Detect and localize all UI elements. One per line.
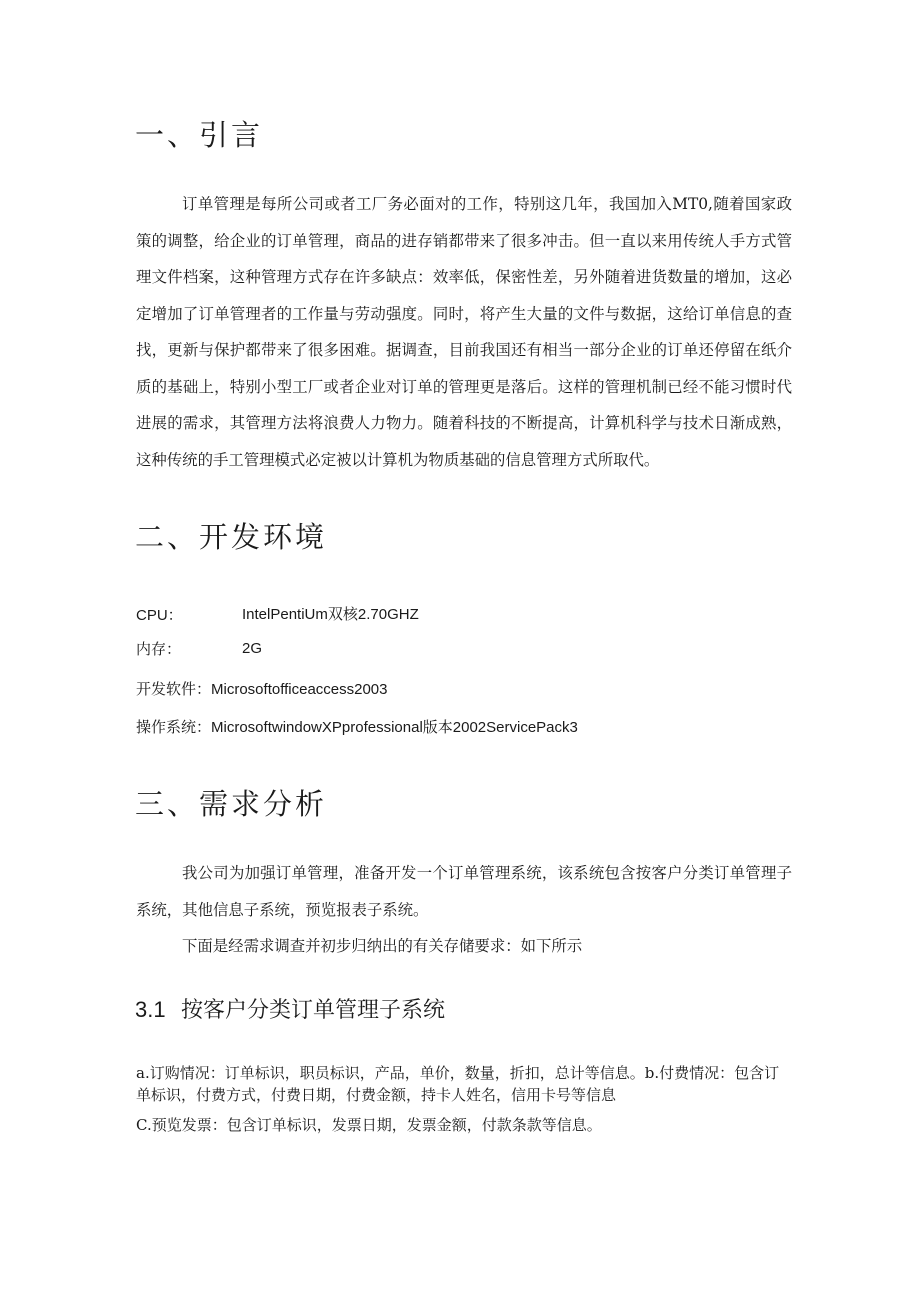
subsection-number: 3.1: [135, 997, 166, 1022]
software-value: Microsoftofficeaccess2003: [211, 681, 388, 698]
memory-value: 2G: [242, 640, 263, 657]
cpu-label: CPU：: [136, 607, 183, 624]
requirements-paragraph-2: 下面是经需求调查并初步归纳出的有关存储要求：如下所示: [182, 937, 583, 955]
env-row-os: [136, 716, 578, 739]
subsection-title: 按客户分类订单管理子系统: [181, 998, 446, 1023]
software-label: 开发软件：: [136, 681, 212, 698]
intro-paragraph: 订单管理是每所公司或者工厂务必面对的工作，特别这几年，我国加入MT0,随着国家政策的调整，给企业的订单管理，商品的进存销都带来了很多冲击。但一直以来用传统人手方式管理文件档案，这种管理方式存在许多缺点：效率低，保密性差，另外随着进货数量的增加，这必定增加了订单管理者的工作量与劳动强度。同时，将产生大量的文件与数据，这给订单信息的查找，更新与保护都带来了很多困难。据调查，目前我国还有相当一部分企业的订单还停留在纸介质的基础上，特别小型工厂或者企业对订单的管理更是落后。这样的管理机制已经不能习惯时代进展的需求，其管理方法将浪费人力物力。随着科技的不断提高，计算机科学与技术日渐成熟，这种传统的手工管理模式必定被以计算机为物质基础的信息管理方式所取代。: [136, 195, 792, 469]
item-c-paragraph: C.预览发票：包含订单标识，发票日期，发票金额，付款条款等信息。: [136, 1116, 602, 1134]
section-heading-requirements: 三、需求分析: [135, 787, 328, 821]
cpu-value: IntelPentiUm双核2.70GHZ: [242, 606, 419, 623]
section-heading-intro: 一、引言: [135, 118, 264, 152]
env-row-software: [136, 678, 388, 701]
os-value: MicrosoftwindowXPprofessional版本2002ServicePack3: [211, 719, 578, 736]
env-row-memory: [136, 638, 263, 661]
subsection-heading: [135, 995, 445, 1026]
requirements-paragraph-1: 我公司为加强订单管理，准备开发一个订单管理系统，该系统包含按客户分类订单管理子系统，其他信息子系统，预览报表子系统。: [136, 864, 792, 919]
os-label: 操作系统：: [136, 719, 212, 736]
item-a-paragraph: a.订购情况：订单标识，职员标识，产品，单价，数量，折扣，总计等信息。b.付费情况：包含订单标识，付费方式，付费日期，付费金额，持卡人姓名，信用卡号等信息: [136, 1064, 780, 1104]
env-row-cpu: [136, 604, 419, 627]
memory-label: 内存：: [136, 641, 182, 658]
section-heading-environment: 二、开发环境: [135, 520, 328, 554]
